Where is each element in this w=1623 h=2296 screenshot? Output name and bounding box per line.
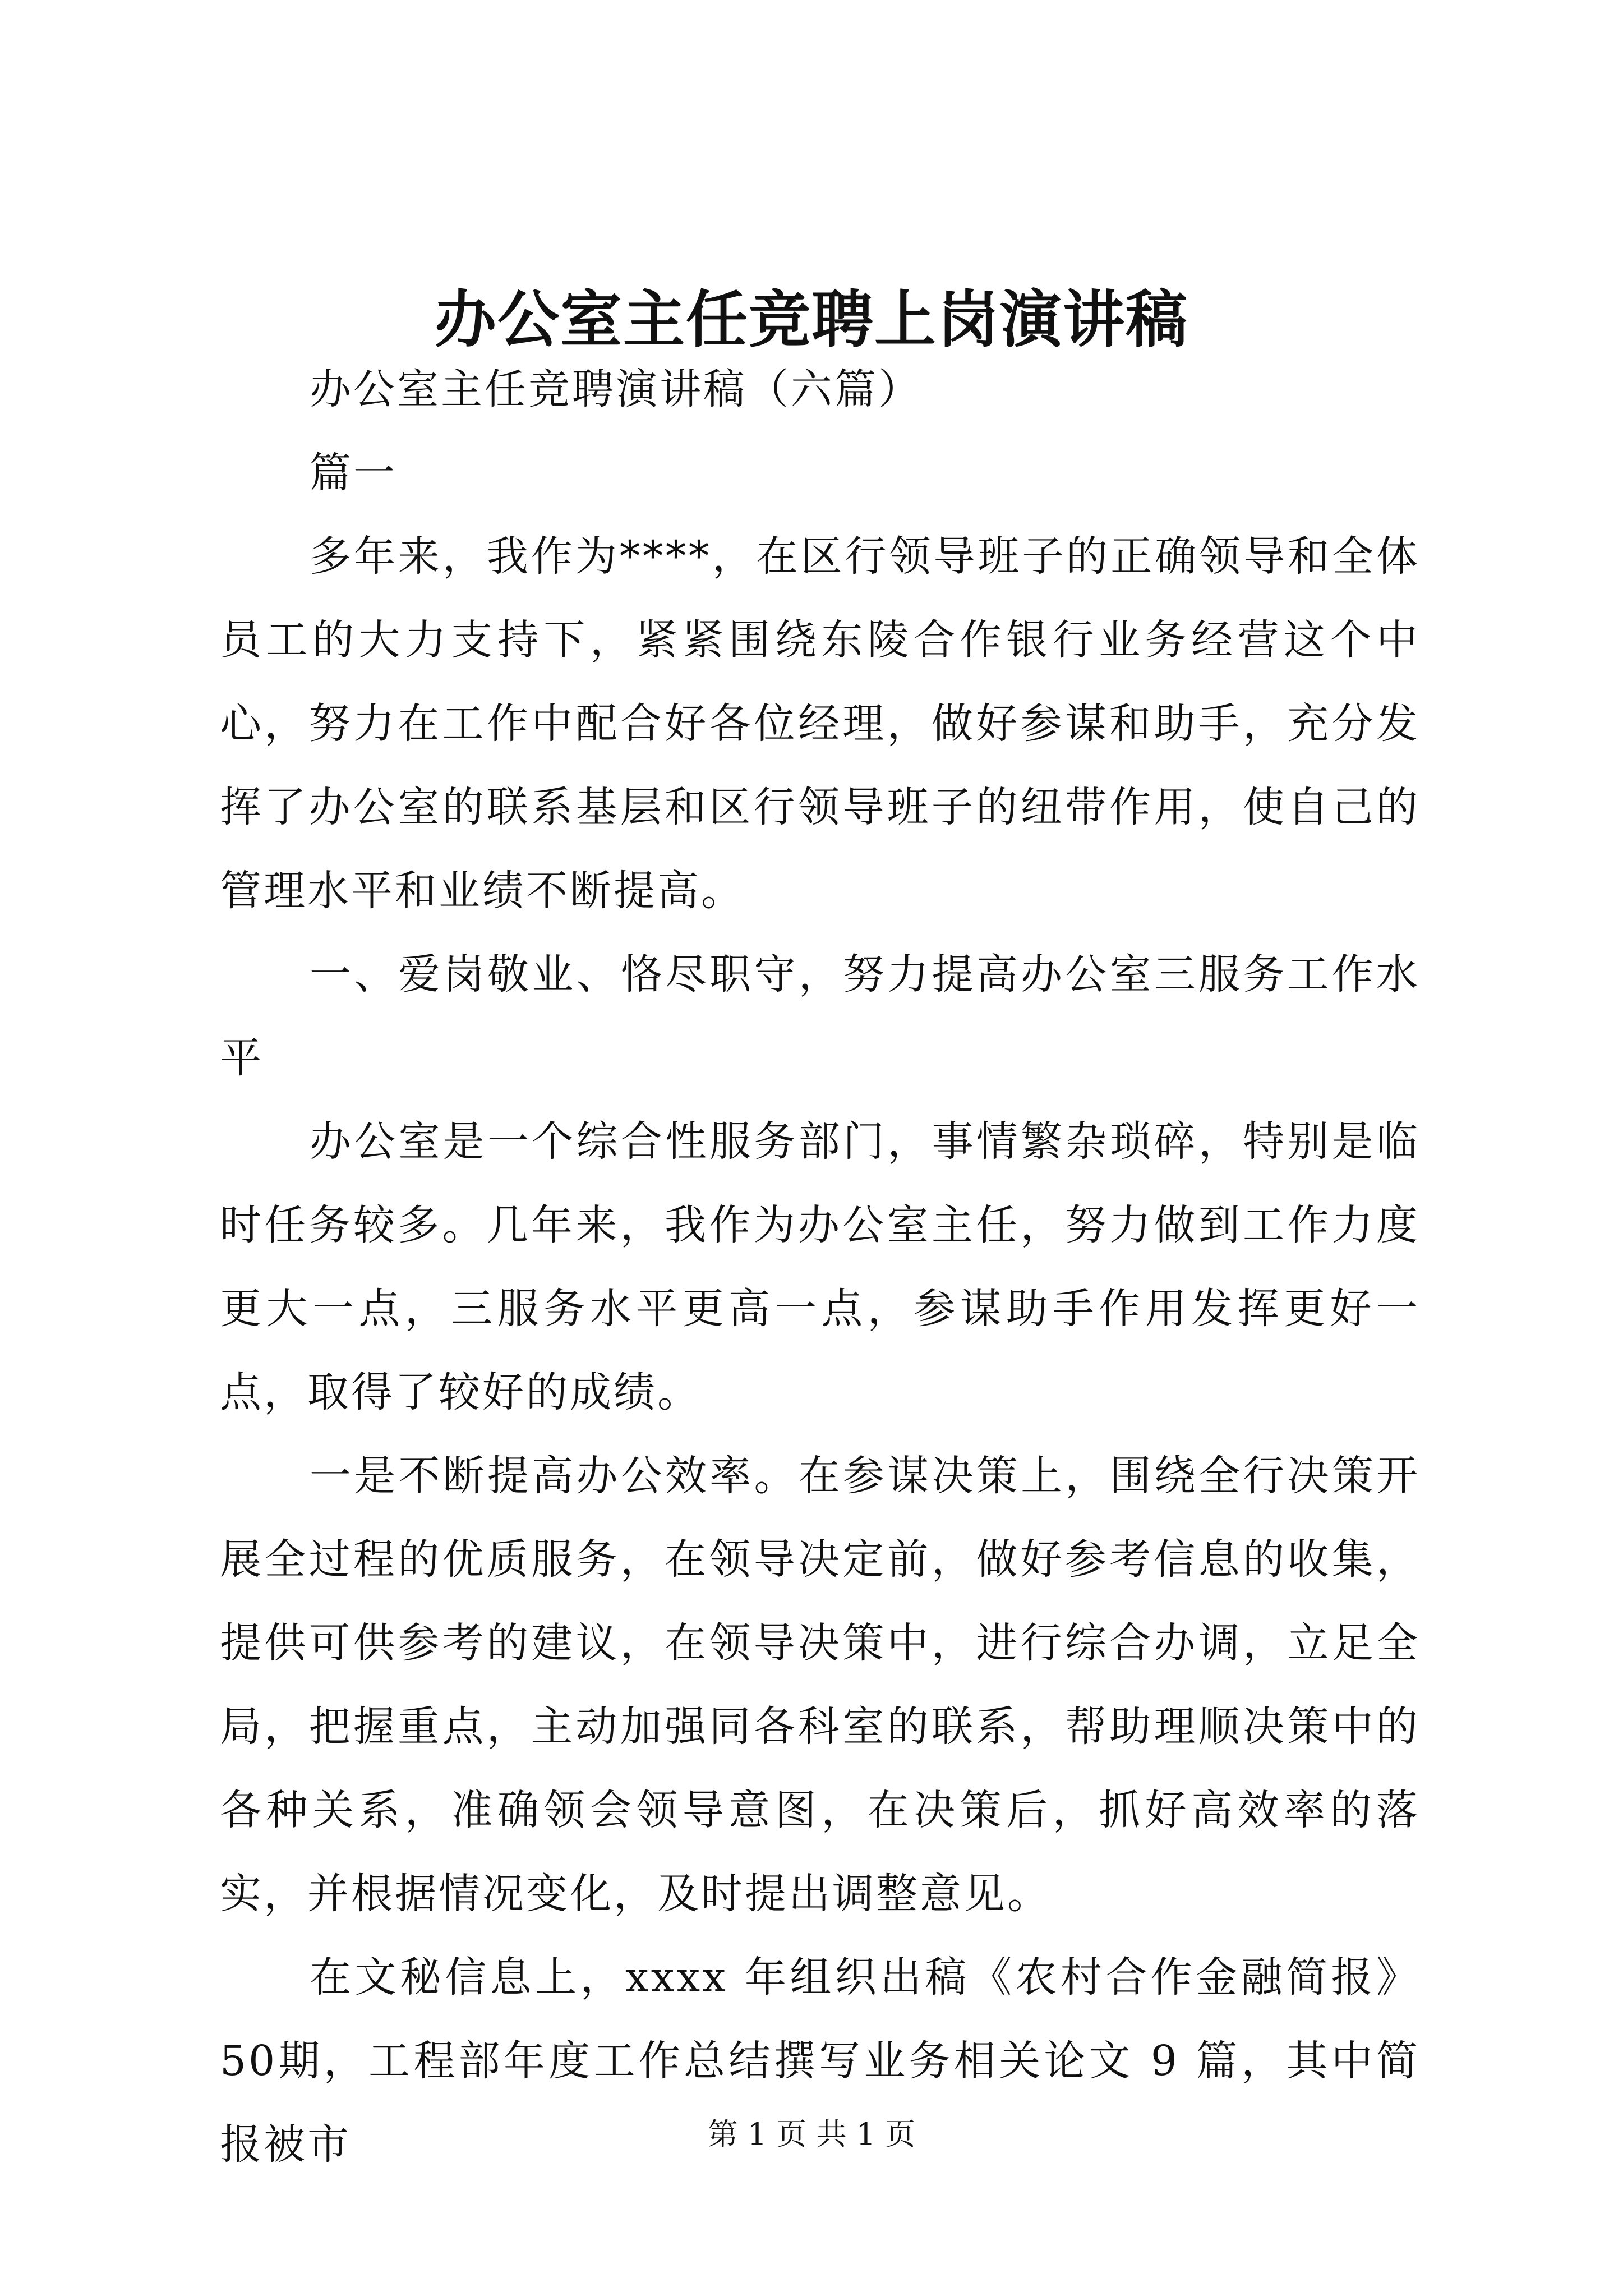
body-paragraph: 办公室是一个综合性服务部门，事情繁杂琐碎，特别是临时任务较多。几年来，我作为办公室主任，努力做到工作力度更大一点，三服务水平更高一点，参谋助手作用发挥更好一点，取得了较好的成绩。 xyxy=(220,1117,1420,1416)
section-label: 篇一 xyxy=(310,449,397,497)
body-paragraph: 多年来，我作为****，在区行领导班子的正确领导和全体员工的大力支持下，紧紧围绕东陵合作银行业务经营这个中心，努力在工作中配合好各位经理，做好参谋和助手，充分发挥了办公室的联系基层和区行领导班子的纽带作用，使自己的管理水平和业绩不断提高。 xyxy=(220,532,1420,915)
body-paragraph: 一是不断提高办公效率。在参谋决策上，围绕全行决策开展全过程的优质服务，在领导决定前，做好参考信息的收集，提供可供参考的建议，在领导决策中，进行综合办调，立足全局，把握重点，主动加强同各科室的联系，帮助理顺决策中的各种关系，准确领会领导意图，在决策后，抓好高效率的落实，并根据情况变化，及时提出调整意见。 xyxy=(220,1452,1420,1918)
subtitle-paragraph: 办公室主任竞聘演讲稿（六篇） xyxy=(310,365,922,413)
body-paragraph: 在文秘信息上，xxxx 年组织出稿《农村合作金融简报》50期，工程部年度工作总结撰写业务相关论文 9 篇，其中简报被市 xyxy=(220,1953,1420,2169)
document-body xyxy=(220,348,1420,2187)
page-footer: 第 1 页 共 1 页 xyxy=(707,2116,916,2152)
document-title: 办公室主任竞聘上岗演讲稿 xyxy=(435,283,1188,356)
section-heading: 一、爱岗敬业、恪尽职守，努力提高办公室三服务工作水平 xyxy=(220,950,1420,1082)
